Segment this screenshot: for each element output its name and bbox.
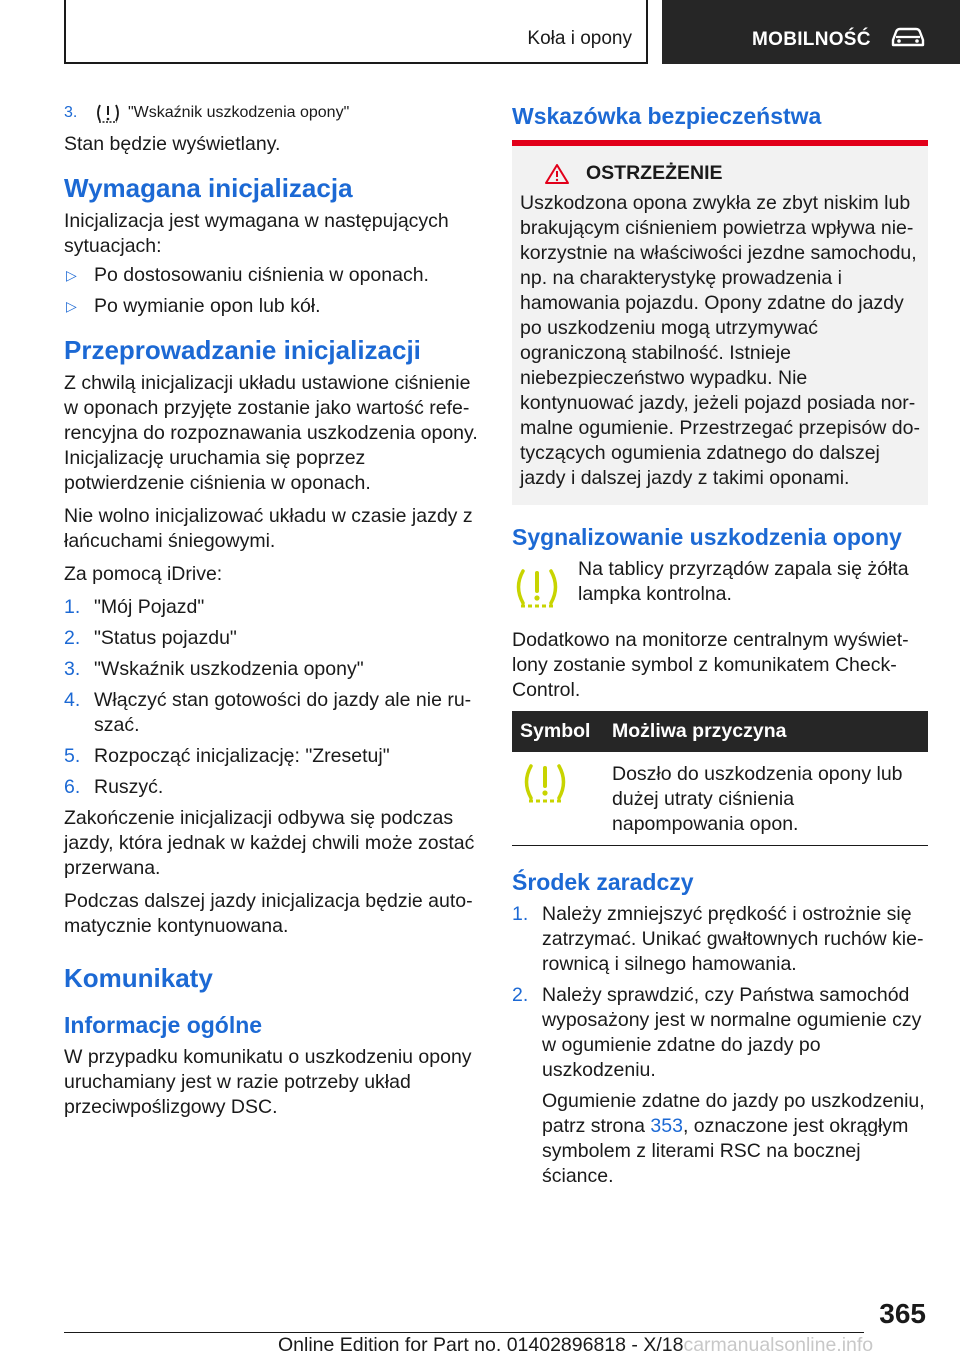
remedy-note-text-end: , oznaczone jest okrągłym symbolem z literami RSC na bocznej ściance. [542,1115,909,1187]
symbol-cell [512,752,604,846]
remedy-note-text: Ogumienie zdatne do jazdy po uszkodzeniu, patrz strona [542,1090,925,1137]
signal-text: Na tablicy przyrządów zapala się żółta lampka kontrolna. [578,558,909,605]
signal-row [512,557,928,614]
remedy-steps [512,902,928,1083]
page-reference-link[interactable]: 353 [650,1115,683,1137]
required-init-list [64,263,478,319]
left-column [64,102,478,1120]
step-text: Rozpocząć inicjalizację: "Zresetuj" [94,745,390,767]
header-section-box [64,0,648,64]
list-item [64,263,478,288]
required-init-text: Inicjalizacja jest wymagana w następujących sytuacjach: [64,210,449,257]
triangle-bullet-icon: ▷ [66,267,77,283]
step-text: "Status pojazdu" [94,627,237,649]
warning-text: Uszkodzona opona zwykła ze zbyt niskim lub brakującym ciśnieniem powietrza wpływa niekorzystnie na właściwości jezdne samochodu, np. na charakterystykę prowadzenia i hamowania pojazdu. Opony zdatne do jazdy po uszkodzeniu mogą utrzymywać ograniczoną stabilność. Istnieje niebezpieczeństwo wypadku. Nie kontynuować jazdy, jeżeli pojazd posiada normalne ogumienie. Przestrzegać przepisów dotyczących ogumienia zdatnego do dalszej jazdy i dalszej jazdy z takimi oponami. [520,192,920,489]
list-item [512,983,928,1083]
after-init-text-2: Podczas dalszej jazdy inicjalizacja będzie automatycznie kontynuowana. [64,890,473,937]
step-text: Należy sprawdzić, czy Państwa samochód wyposażony jest w normalne ogumienie czy w ogumienie zdatne do jazdy po uszkodzeniu. [542,984,922,1081]
step-number: 5. [64,745,81,767]
list-item [64,657,478,682]
idrive-steps [64,595,478,800]
heading-general-info: Informacje ogólne [64,1012,263,1038]
after-init-text-1: Zakończenie inicjalizacji odbywa się podczas jazdy, która jednak w każdej chwili może zostać przerwana. [64,807,475,879]
list-item [64,775,478,800]
list-item [64,294,478,319]
monitor-text: Dodatkowo na monitorze centralnym wyświetlony zostanie symbol z komunikatem Check-Control. [512,629,909,701]
edition-text: Online Edition for Part no. 01402896818 - X/18 [278,1334,684,1356]
footer-edition [278,1334,873,1357]
list-item [64,626,478,651]
remedy-note [512,1089,928,1189]
heading-perform-init: Przeprowadzanie inicjalizacji [64,335,421,365]
column-header-cause: Możliwa przyczyna [604,711,928,752]
step-number: 3. [64,104,78,121]
step-number: 6. [64,776,81,798]
column-header-symbol: Symbol [512,711,604,752]
step-text: Ruszyć. [94,776,164,798]
list-item-text: Po wymianie opon lub kół. [94,295,321,317]
list-item [64,595,478,620]
tire-pressure-warning-icon [512,567,562,609]
heading-remedy: Środek zaradczy [512,869,694,895]
step-number: 4. [64,689,81,711]
step-text: "Wskaźnik uszkodzenia opony" [128,104,350,121]
car-icon [890,26,926,48]
perform-init-text-1: Z chwilą inicjalizacji układu ustawione ciśnienie w oponach przyjęte zostanie jako wartość referencyjna do rozpoznawania uszkodzenia opony. Inicjalizację uruchamia się poprzez potwierdzenie ciśnienia w oponach. [64,372,478,494]
warning-triangle-icon [544,163,570,185]
page-number: 365 [879,1298,926,1329]
header-chapter-title: MOBILNOŚĆ [752,29,871,50]
warning-title [520,162,920,185]
heading-messages: Komunikaty [64,963,213,993]
step-number: 1. [64,596,81,618]
status-text: Stan będzie wyświetlany. [64,133,281,155]
table-header-row [512,711,928,752]
step-text: Włączyć stan gotowości do jazdy ale nie ruszać. [94,689,472,736]
header-section-title: Koła i opony [527,28,632,49]
heading-required-init: Wymagana inicjalizacja [64,173,353,203]
perform-init-text-2: Nie wolno inicjalizować układu w czasie jazdy z łańcuchami śniegowymi. [64,505,473,552]
warning-box [512,140,928,505]
list-item [64,688,478,738]
table-row [512,752,928,846]
page-header [0,0,960,66]
heading-safety: Wskazówka bezpieczeństwa [512,103,822,129]
footer-divider [64,1332,864,1333]
warning-title-text: OSTRZEŻENIE [586,162,723,184]
list-item-text: Po dostosowaniu ciśnienia w oponach. [94,264,429,286]
tire-warning-icon [94,102,122,124]
step-text: "Mój Pojazd" [94,596,205,618]
step-number: 1. [512,903,529,925]
cause-cell: Doszło do uszkodzenia opony lub dużej utraty ciśnienia napompowania opon. [604,752,928,846]
heading-signal: Sygnalizowanie uszkodzenia opony [512,524,902,550]
step-3-tpms [64,102,478,124]
right-column [512,102,928,1189]
step-number: 3. [64,658,81,680]
symbol-table [512,711,928,846]
step-text: Należy zmniejszyć prędkość i ostrożnie się zatrzymać. Unikać gwałtownych ruchów kierownicą i silnego hamowania. [542,903,924,975]
triangle-bullet-icon: ▷ [66,298,77,314]
watermark-text: carmanualsonline.info [683,1334,874,1356]
header-chapter-tab [662,0,960,64]
tire-pressure-warning-icon [520,762,570,804]
step-text: "Wskaźnik uszkodzenia opony" [94,658,364,680]
general-info-text: W przypadku komunikatu o uszkodzeniu opony uruchamiany jest w razie potrzeby układ przeciwpoślizgowy DSC. [64,1046,472,1118]
indicator-cell [512,557,578,614]
step-number: 2. [512,984,529,1006]
step-number: 2. [64,627,81,649]
perform-init-text-3: Za pomocą iDrive: [64,563,223,585]
list-item [512,902,928,977]
list-item [64,744,478,769]
